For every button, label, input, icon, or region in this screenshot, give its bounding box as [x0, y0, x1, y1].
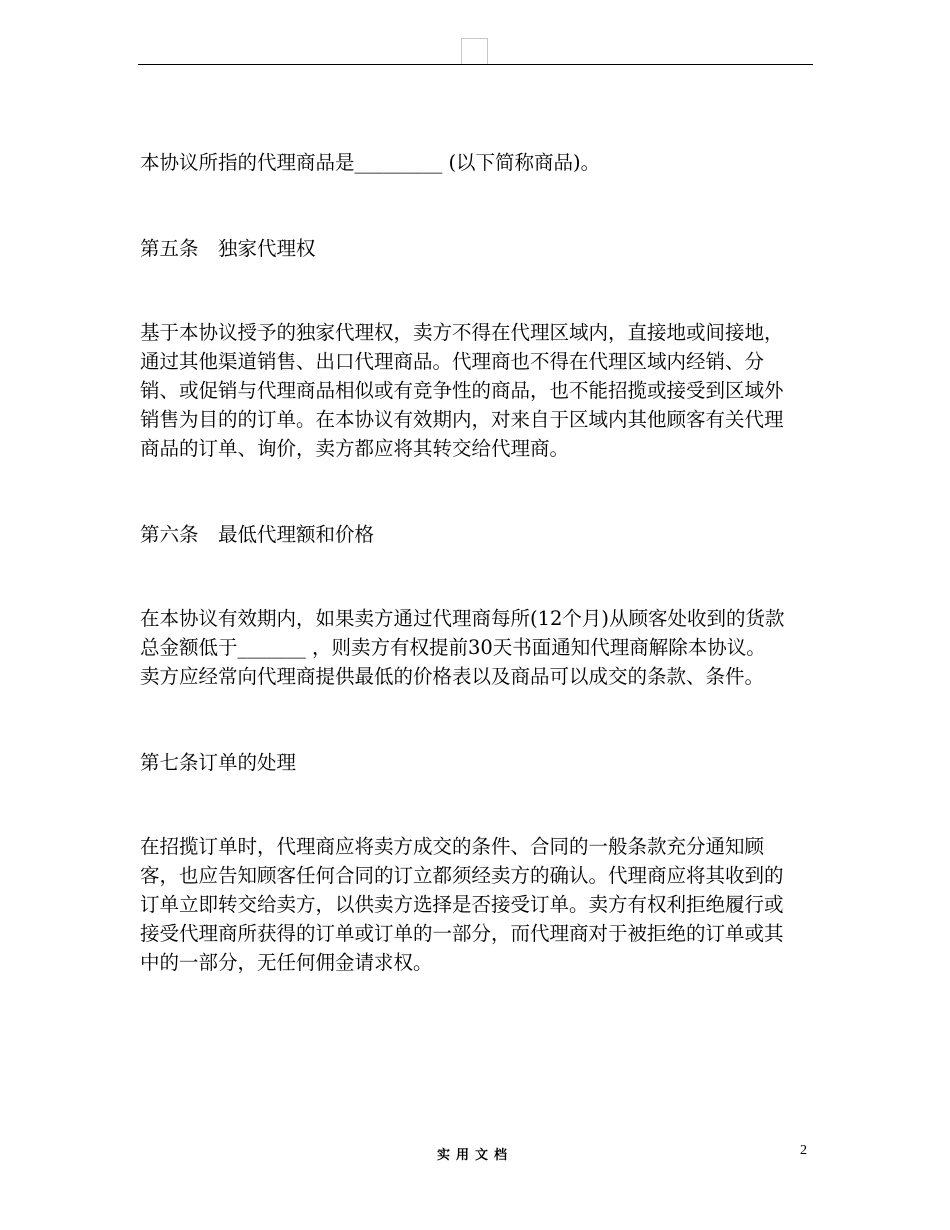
heading-article-5: 第五条 独家代理权 [140, 237, 316, 260]
paragraph-order-handling: 在招揽订单时，代理商应将卖方成交的条件、合同的一般条款充分通知顾客，也应告知顾客任何合同的订立都须经卖方的确认。代理商应将其收到的订单立即转交给卖方，以供卖方选择是否接受订单。卖方有权利拒绝履行或接受代理商所获得的订单或订单的一部分，而代理商对于被拒绝的订单或其中的一部分，无任何佣金请求权。 [140, 835, 784, 974]
paragraph-exclusive-rights: 基于本协议授予的独家代理权，卖方不得在代理区域内，直接地或间接地，通过其他渠道销售、出口代理商品。代理商也不得在代理区域内经销、分销、或促销与代理商品相似或有竞争性的商品，也不能招揽或接受到区域外销售为目的的订单。在本协议有效期内，对来自于区域内其他顾客有关代理商品的订单、询价，卖方都应将其转交给代理商。 [140, 321, 784, 460]
paragraph-minimum-amount: 在本协议有效期内，如果卖方通过代理商每所(12个月)从顾客处收到的货款总金额低于_______ ，则卖方有权提前30天书面通知代理商解除本协议。 [140, 607, 785, 659]
heading-article-6: 第六条 最低代理额和价格 [140, 523, 375, 546]
document-body [140, 148, 800, 977]
header-tab-marker [461, 38, 488, 64]
footer-label: 实用文档 [436, 1148, 513, 1163]
paragraph-price-list: 卖方应经常向代理商提供最低的价格表以及商品可以成交的条款、条件。 [140, 665, 765, 688]
page-number: 2 [800, 1143, 807, 1158]
paragraph-product: 本协议所指的代理商品是_________ (以下简称商品)。 [140, 151, 601, 174]
header-rule [138, 64, 813, 65]
heading-article-7: 第七条订单的处理 [140, 751, 297, 774]
